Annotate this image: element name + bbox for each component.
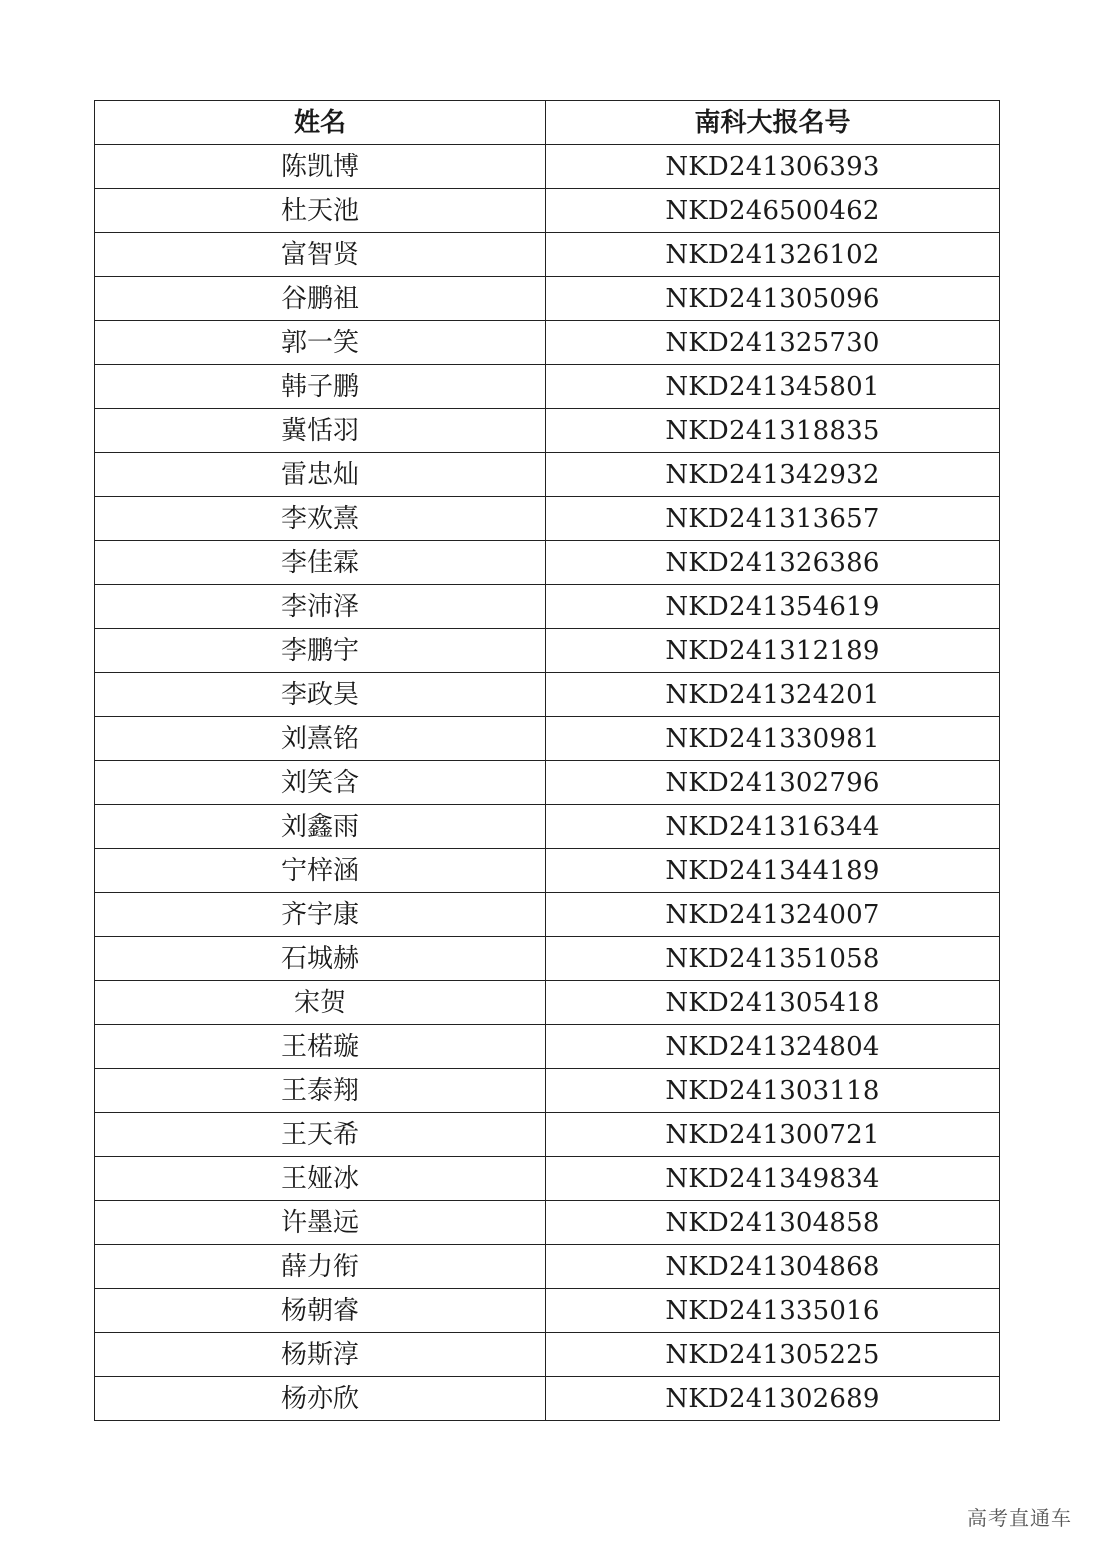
table-row [95,365,1000,409]
student-name-cell: 王娅冰 [95,1157,546,1201]
table-row [95,717,1000,761]
registration-number-cell: NKD241325730 [546,321,1000,365]
registration-number-cell: NKD241345801 [546,365,1000,409]
table-row [95,805,1000,849]
table-row [95,1157,1000,1201]
table-row [95,189,1000,233]
registration-number-cell: NKD241313657 [546,497,1000,541]
student-name-cell: 杨斯淳 [95,1333,546,1377]
student-name-cell: 冀恬羽 [95,409,546,453]
registration-number-cell: NKD241349834 [546,1157,1000,1201]
registration-number-cell: NKD241335016 [546,1289,1000,1333]
table-row [95,849,1000,893]
registration-number-cell: NKD241305096 [546,277,1000,321]
student-name-cell: 石城赫 [95,937,546,981]
registration-number-cell: NKD241305225 [546,1333,1000,1377]
student-name-cell: 富智贤 [95,233,546,277]
registration-number-cell: NKD241354619 [546,585,1000,629]
student-name-cell: 雷忠灿 [95,453,546,497]
student-name-cell: 杨朝睿 [95,1289,546,1333]
table-row [95,1025,1000,1069]
table-row [95,145,1000,189]
registration-number-cell: NKD241351058 [546,937,1000,981]
student-name-cell: 薛力衔 [95,1245,546,1289]
table-row [95,497,1000,541]
registration-number-cell: NKD241302796 [546,761,1000,805]
student-name-cell: 李沛泽 [95,585,546,629]
table-row [95,585,1000,629]
student-name-cell: 王天希 [95,1113,546,1157]
registration-number-cell: NKD241306393 [546,145,1000,189]
student-name-cell: 刘熹铭 [95,717,546,761]
student-name-cell: 王泰翔 [95,1069,546,1113]
registration-number-cell: NKD241312189 [546,629,1000,673]
student-name-cell: 齐宇康 [95,893,546,937]
registration-number-cell: NKD241326386 [546,541,1000,585]
table-row [95,409,1000,453]
table-row [95,673,1000,717]
registration-number-cell: NKD241330981 [546,717,1000,761]
registration-number-cell: NKD241302689 [546,1377,1000,1421]
student-name-cell: 韩子鹏 [95,365,546,409]
registration-number-cell: NKD241324007 [546,893,1000,937]
table-row [95,1201,1000,1245]
table-row [95,981,1000,1025]
registration-number-cell: NKD241326102 [546,233,1000,277]
table-header-row [95,101,1000,145]
header-name: 姓名 [95,101,546,145]
registration-number-cell: NKD241300721 [546,1113,1000,1157]
table-row [95,761,1000,805]
table-row [95,541,1000,585]
registration-number-cell: NKD241344189 [546,849,1000,893]
watermark: 高考直通车 [967,1506,1072,1530]
table-row [95,1333,1000,1377]
table-row [95,893,1000,937]
registration-number-cell: NKD241324201 [546,673,1000,717]
registration-number-cell: NKD241324804 [546,1025,1000,1069]
student-name-cell: 宋贺 [95,981,546,1025]
student-name-cell: 杨亦欣 [95,1377,546,1421]
table-row [95,1113,1000,1157]
table-body [95,145,1000,1421]
registration-number-cell: NKD241318835 [546,409,1000,453]
table-row [95,937,1000,981]
student-name-cell: 许墨远 [95,1201,546,1245]
student-name-cell: 宁梓涵 [95,849,546,893]
student-name-cell: 李鹏宇 [95,629,546,673]
student-name-cell: 李佳霖 [95,541,546,585]
table-row [95,453,1000,497]
registration-number-cell: NKD241304868 [546,1245,1000,1289]
registration-number-cell: NKD246500462 [546,189,1000,233]
registration-number-cell: NKD241304858 [546,1201,1000,1245]
student-name-cell: 李欢熹 [95,497,546,541]
student-name-cell: 刘鑫雨 [95,805,546,849]
student-name-cell: 郭一笑 [95,321,546,365]
student-name-cell: 王楉璇 [95,1025,546,1069]
table-row [95,1377,1000,1421]
registration-number-cell: NKD241305418 [546,981,1000,1025]
student-name-cell: 陈凯博 [95,145,546,189]
table-row [95,1289,1000,1333]
student-name-cell: 杜天池 [95,189,546,233]
table-row [95,321,1000,365]
registration-number-cell: NKD241316344 [546,805,1000,849]
registration-table [94,100,1000,1421]
student-name-cell: 李政昊 [95,673,546,717]
student-name-cell: 刘笑含 [95,761,546,805]
table-row [95,277,1000,321]
table-row [95,1069,1000,1113]
table-row [95,629,1000,673]
table-row [95,1245,1000,1289]
header-registration-number: 南科大报名号 [546,101,1000,145]
registration-number-cell: NKD241303118 [546,1069,1000,1113]
student-name-cell: 谷鹏祖 [95,277,546,321]
registration-number-cell: NKD241342932 [546,453,1000,497]
table-row [95,233,1000,277]
